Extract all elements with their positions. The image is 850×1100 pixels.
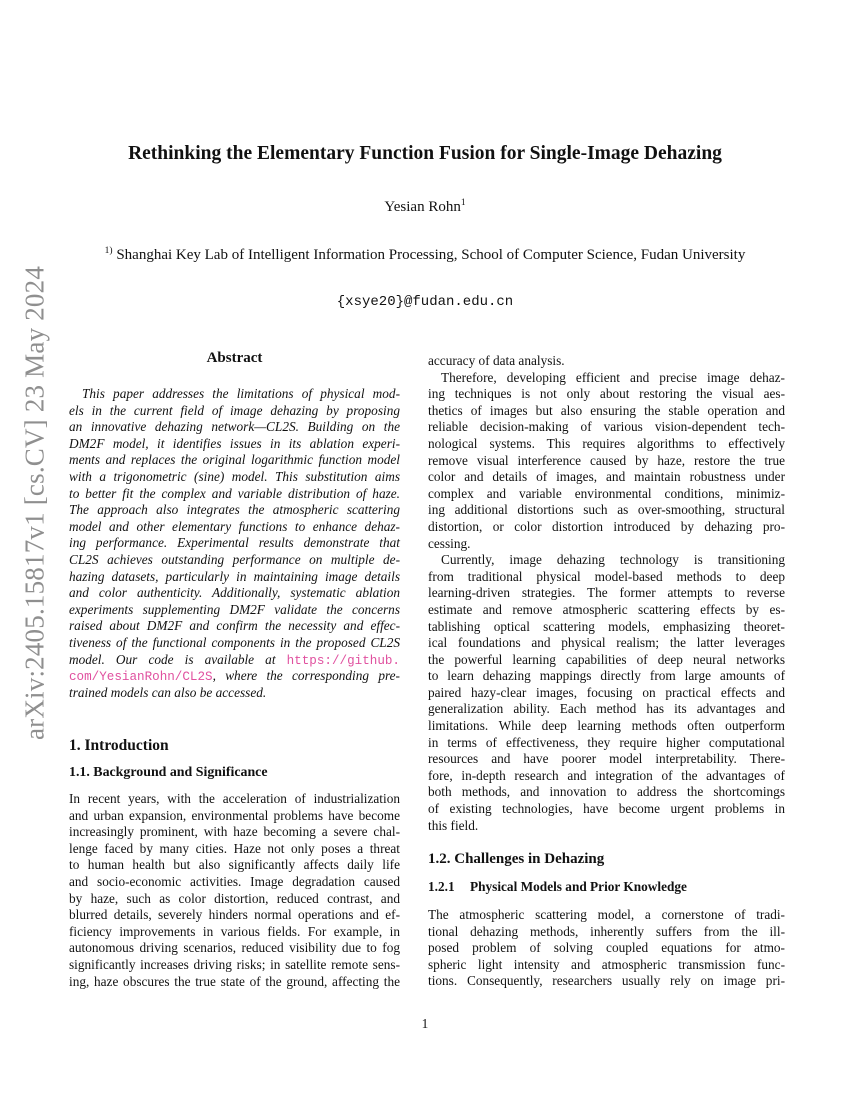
text-line: ical foundations and physical realism; the latter leverages xyxy=(428,635,785,651)
text-line: raised about DM2F and confirm the necessity and effec- xyxy=(69,618,400,634)
code-link-continued[interactable]: com/YesianRohn/CL2S xyxy=(69,670,213,685)
paragraph xyxy=(428,907,785,990)
author-email: {xsye20}@fudan.edu.cn xyxy=(336,294,514,310)
text-line: accuracy of data analysis. xyxy=(428,353,565,368)
physical-models-body xyxy=(428,907,785,990)
text-line: Therefore, developing efficient and precise image dehaz- xyxy=(441,369,785,385)
code-link[interactable]: https://github. xyxy=(286,653,400,668)
text-line: reliable decision-making of various vision-dependent tech- xyxy=(428,419,785,435)
text-line: tablishing optical scattering models, emphasizing theoret- xyxy=(428,618,785,634)
text-line: remove visual interference caused by haze, restore the true xyxy=(428,452,785,468)
paragraph xyxy=(428,370,785,553)
text-line: blurred details, severely hinders normal operations and ef- xyxy=(69,907,400,923)
subsubsection-heading-physical-models: 1.2.1 Physical Models and Prior Knowledge xyxy=(428,879,687,894)
text-line: ing performance. Experimental results demonstrate that xyxy=(69,535,400,551)
text-line: with a trigonometric (sine) model. This substitution aims xyxy=(69,468,400,484)
text-line: The atmospheric scattering model, a cornerstone of tradi- xyxy=(428,907,785,922)
text-line: and color authenticity. Additionally, systematic ablation xyxy=(69,585,400,601)
abstract-heading: Abstract xyxy=(206,350,263,366)
text-line: The approach also integrates the atmospheric scattering xyxy=(69,502,400,518)
text-line: ments and replaces the original logarithmic function model xyxy=(69,452,400,468)
text-line: color and details of images, and maintain robustness under xyxy=(428,469,785,485)
text-line: distortion, or color distortion introduced by dehazing pro- xyxy=(428,518,785,534)
text-line: nological systems. This requires algorithms to effectively xyxy=(428,435,785,451)
text-line: In recent years, with the acceleration of industrialization xyxy=(69,791,400,806)
text-line: to better fit the complex and variable distribution of haze. xyxy=(69,485,400,501)
text-line: spheric light intensity and atmospheric transmission func- xyxy=(428,956,785,972)
text-line: and urban expansion, environmental problems have become xyxy=(69,807,400,823)
text-line: learning-driven strategies. The former attempts to reverse xyxy=(428,585,785,601)
text-line: model and other elementary functions to enhance dehaz- xyxy=(69,518,400,534)
text-line: paired hazy-clear images, focusing on practical effects and xyxy=(428,684,785,700)
text-line: model. Our code is available at https://github. xyxy=(69,651,400,668)
paragraph xyxy=(428,353,785,370)
text-line: thetics of images but also ensuring the stable operation and xyxy=(428,402,785,418)
text-line: ing techniques is not only about restoring the visual aes- xyxy=(428,386,785,402)
text-line: the powerful learning capabilities of deep neural networks xyxy=(428,651,785,667)
affiliation-line xyxy=(0,246,850,264)
author-affiliation-mark: 1 xyxy=(460,198,466,208)
text-line: increasingly prominent, with haze becoming a severe chal- xyxy=(69,824,400,840)
text-line: by haze, such as color distortion, reduced contrast, and xyxy=(69,890,400,906)
text-line: significantly increases driving risks; in satellite remote sens- xyxy=(69,956,400,972)
text-line: This paper addresses the limitations of physical mod- xyxy=(82,386,400,401)
text-line: trained models can also be accessed. xyxy=(69,684,267,700)
right-column-body xyxy=(428,353,785,834)
text-line: in terms of effectiveness, they require higher computational xyxy=(428,734,785,750)
section-heading-introduction: 1. Introduction xyxy=(69,737,169,754)
text-line: DM2F model, it identifies issues in its ablation experi- xyxy=(69,435,400,451)
text-line: limitations. While deep learning methods often outperform xyxy=(428,718,785,734)
text-line: from traditional physical model-based methods to deep xyxy=(428,568,785,584)
text-line: tiveness of the functional components in the proposed CL2S xyxy=(69,634,400,650)
subsection-heading-background: 1.1. Background and Significance xyxy=(69,765,268,780)
text-line: autonomous driving scenarios, reduced visibility due to fog xyxy=(69,940,400,956)
author-line xyxy=(0,198,850,216)
arxiv-stamp: arXiv:2405.15817v1 [cs.CV] 23 May 2024 xyxy=(19,265,50,741)
text-line: an innovative dehazing network—CL2S. Building on the xyxy=(69,419,400,435)
text-line: hazing datasets, particularly in maintaining image details xyxy=(69,568,400,584)
text-line: ing, haze obscures the true state of the ground, affecting the xyxy=(69,973,400,989)
text-line: to learn dehazing mappings directly from large amounts of xyxy=(428,668,785,684)
subsection-heading-challenges: 1.2. Challenges in Dehazing xyxy=(428,851,605,867)
text-line: generalization ability. Each method has its advantages and xyxy=(428,701,785,717)
text-line: resources and have poorer model interpretability. There- xyxy=(428,751,785,767)
text-line: estimate and remove atmospheric scattering effects by es- xyxy=(428,601,785,617)
text-line: ficiency improvements in various fields. For example, in xyxy=(69,923,400,939)
text-line: complex and variable environmental conditions, minimiz- xyxy=(428,485,785,501)
text-line: tions. Consequently, researchers usually rely on image pri- xyxy=(428,973,785,989)
abstract-body xyxy=(69,386,400,701)
text-line: experiments supplementing DM2F validate the concerns xyxy=(69,601,400,617)
text-line: lenge faced by many cities. Haze not only poses a threat xyxy=(69,840,400,856)
paper-title: Rethinking the Elementary Function Fusion for Single-Image Dehazing xyxy=(128,143,722,164)
text-line: both methods, and innovation to address the shortcomings xyxy=(428,784,785,800)
text-line: ing additional distortions such as over-smoothing, structural xyxy=(428,502,785,518)
text-line: cessing. xyxy=(428,535,471,551)
text-line: of existing technologies, have become urgent problems in xyxy=(428,801,785,817)
author-name: Yesian Rohn xyxy=(384,199,461,215)
text-line: to human health but also significantly affects daily life xyxy=(69,857,400,873)
paragraph xyxy=(69,791,400,990)
page-number: 1 xyxy=(421,1016,429,1031)
background-body xyxy=(69,791,400,990)
paragraph xyxy=(428,552,785,834)
text-line: CL2S achieves outstanding performance on multiple de- xyxy=(69,551,400,567)
text-line: tional dehazing methods, inherently suffers from the ill- xyxy=(428,923,785,939)
text-line: els in the current field of image dehazing by proposing xyxy=(69,402,400,418)
text-line: fore, in-depth research and integration of the advantages of xyxy=(428,767,785,783)
affiliation-text: Shanghai Key Lab of Intelligent Information Processing, School of Computer Science, Fudan University xyxy=(116,247,746,263)
text-line: com/YesianRohn/CL2S, where the corresponding pre- xyxy=(69,668,400,685)
affiliation-mark: 1) xyxy=(104,246,113,256)
text-line: this field. xyxy=(428,817,479,833)
text-line: Currently, image dehazing technology is transitioning xyxy=(441,552,785,568)
text-line: posed problem of solving coupled equations for atmo- xyxy=(428,940,785,956)
text-line: and socio-economic activities. Image degradation caused xyxy=(69,873,400,889)
